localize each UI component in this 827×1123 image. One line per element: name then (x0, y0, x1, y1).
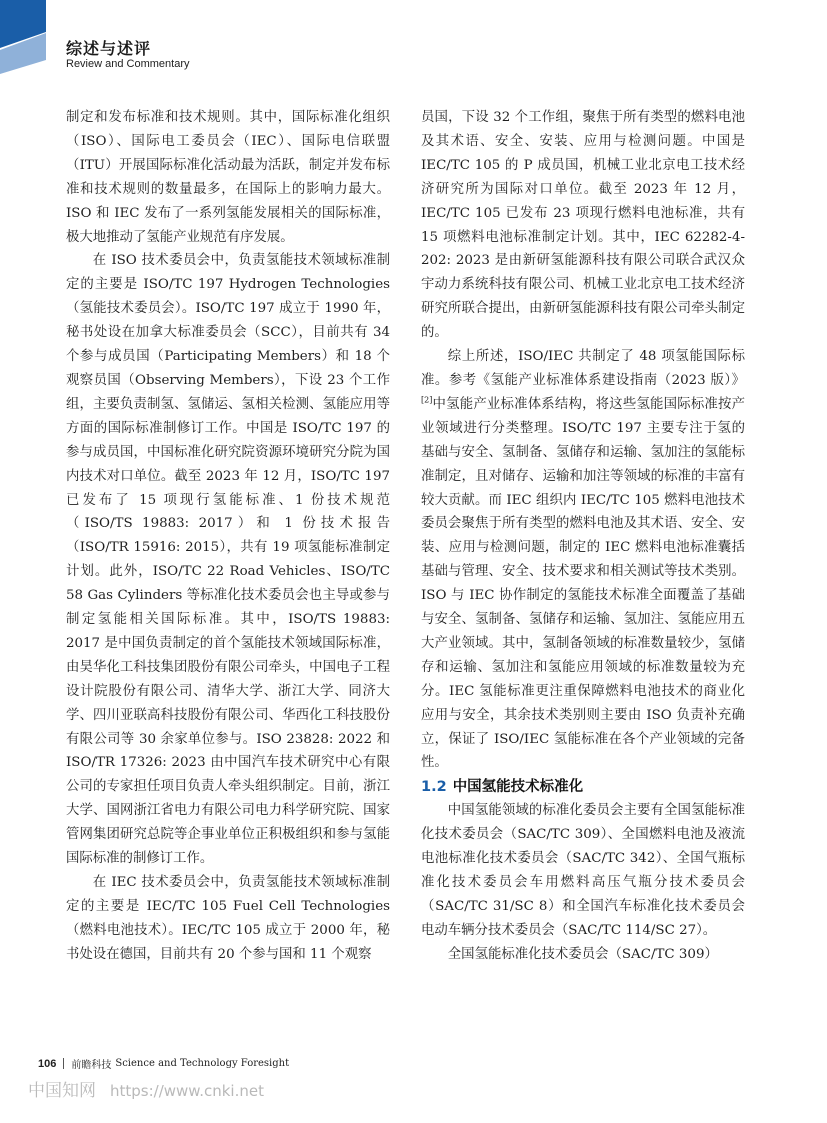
paragraph: 在 ISO 技术委员会中，负责氢能技术领域标准制定的主要是 ISO/TC 197 Hydrogen Technologies（氢能技术委员会）。ISO/TC 197 成立于 1990 年，秘书处设在加拿大标准委员会（SCC），目前共有 34 个参与成员国（Participating Members）和 18 个观察员国（Observing Members），下设 23 个工作组，主要负责制氢、氢储运、氢相关检测、氢能应用等方面的国际标准制修订工作。中国是 ISO/TC 197 的参与成员国，中国标准化研究院资源环境研究分院为国内技术对口单位。截至 2023 年 12 月，ISO/TC 197 已发布了 15 项现行氢能标准、1 份技术规范（ISO/TS 19883: 2017）和 1 份技术报告（ISO/TR 15916: 2015），共有 19 项氢能标准制定计划。此外，ISO/TC 22 Road Vehicles、ISO/TC 58 Gas Cylinders 等标准化技术委员会也主导或参与制定氢能相关国际标准。其中，ISO/TS 19883: 2017 是中国负责制定的首个氢能技术领域国际标准，由昊华化工科技集团股份有限公司牵头，中国电子工程设计院股份有限公司、清华大学、浙江大学、同济大学、四川亚联高科技股份有限公司、华西化工科技股份有限公司等 30 余家单位参与。ISO 23828: 2022 和 ISO/TR 17326: 2023 由中国汽车技术研究中心有限公司的专家担任项目负责人牵头组织制定。目前，浙江大学、国网浙江省电力有限公司电力科学研究院、国家管网集团研究总院等企事业单位正积极组织和参与氢能国际标准的制修订工作。 (66, 253, 390, 867)
watermark-site: 中国知网 (28, 1081, 96, 1101)
page-number: 106 (38, 1057, 57, 1070)
journal-name-cn: 前瞻科技 (71, 1060, 112, 1071)
heading-text: 中国氢能技术标准化 (452, 779, 584, 796)
watermark (28, 1076, 264, 1101)
paragraph: 员国，下设 32 个工作组，聚焦于所有类型的燃料电池及其术语、安全、安装、应用与检测问题。中国是 IEC/TC 105 的 P 成员国，机械工业北京电工技术经济研究所为国际对口单位。截至 2023 年 12 月，IEC/TC 105 已发布 23 项现行燃料电池标准，共有 15 项燃料电池标准制定计划。其中，IEC 62282-4-202: 2023 是由新研氢能源科技有限公司联合武汉众宇动力系统科技有限公司、机械工业北京电工技术经济研究所联合提出，由新研氢能源科技有限公司牵头制定的。 (421, 110, 745, 341)
left-column (66, 106, 390, 967)
paragraph: 全国氢能标准化技术委员会（SAC/TC 309） (447, 946, 718, 962)
paragraph: 中国氢能领域的标准化委员会主要有全国氢能标准化技术委员会（SAC/TC 309）、全国燃料电池及液流电池标准化技术委员会（SAC/TC 342）、全国气瓶标准化技术委员会车用燃料高压气瓶分技术委员会（SAC/TC 31/SC 8）和全国汽车标准化技术委员会电动车辆分技术委员会（SAC/TC 114/SC 27）。 (421, 803, 745, 938)
paragraph-text: 综上所述，ISO/IEC 共制定了 48 项氢能国际标准。参考《氢能产业标准体系建设指南（2023 版）》 (421, 349, 745, 388)
footer-divider (63, 1058, 64, 1069)
citation-ref[interactable]: [2] (421, 395, 433, 405)
right-column (421, 106, 745, 967)
watermark-url[interactable]: https://www.cnki.net (110, 1082, 264, 1100)
subsection-heading (421, 775, 745, 799)
paragraph: 在 IEC 技术委员会中，负责氢能技术领域标准制定的主要是 IEC/TC 105 Fuel Cell Technologies（燃料电池技术）。IEC/TC 105 成立于 2000 年，秘书处设在德国，目前共有 20 个参与国和 11 个观察 (66, 875, 390, 962)
paragraph: 制定和发布标准和技术规则。其中，国际标准化组织（ISO）、国际电工委员会（IEC）、国际电信联盟（ITU）开展国际标准化活动最为活跃，制定并发布标准和技术规则的数量最多，在国际上的影响力最大。ISO 和 IEC 发布了一系列氢能发展相关的国际标准，极大地推动了氢能产业规范有序发展。 (66, 110, 390, 245)
paragraph (421, 345, 745, 775)
corner-decoration (0, 0, 62, 74)
paragraph-text: 中氢能产业标准体系结构，将这些氢能国际标准按产业领域进行分类整理。ISO/TC 197 主要专注于氢的基础与安全、氢制备、氢储存和运输、氢加注的氢能标准制定，且对储存、运输和加注等领域的标准的丰富有较大贡献。而 IEC 组织内 IEC/TC 105 燃料电池技术委员会聚焦于所有类型的燃料电池及其术语、安全、安装、应用与检测问题，制定的 IEC 燃料电池标准囊括基础与管理、安全、技术要求和相关测试等技术类别。ISO 与 IEC 协作制定的氢能技术标准全面覆盖了基础与安全、氢制备、氢储存和运输、氢加注、氢能应用五大产业领域。其中，氢制备领域的标准数量较少，氢储存和运输、氢加注和氢能应用领域的标准数量较为充分。IEC 氢能标准更注重保障燃料电池技术的商业化应用与安全，其余技术类别则主要由 ISO 负责补充确立，保证了 ISO/IEC 氢能标准在各个产业领域的完备性。 (421, 396, 745, 771)
section-subtitle: Review and Commentary (66, 58, 190, 70)
section-title: 综述与述评 (66, 39, 152, 58)
journal-name-en: Science and Technology Foresight (115, 1058, 290, 1069)
page-footer (38, 1056, 289, 1071)
heading-number: 1.2 (421, 779, 447, 796)
